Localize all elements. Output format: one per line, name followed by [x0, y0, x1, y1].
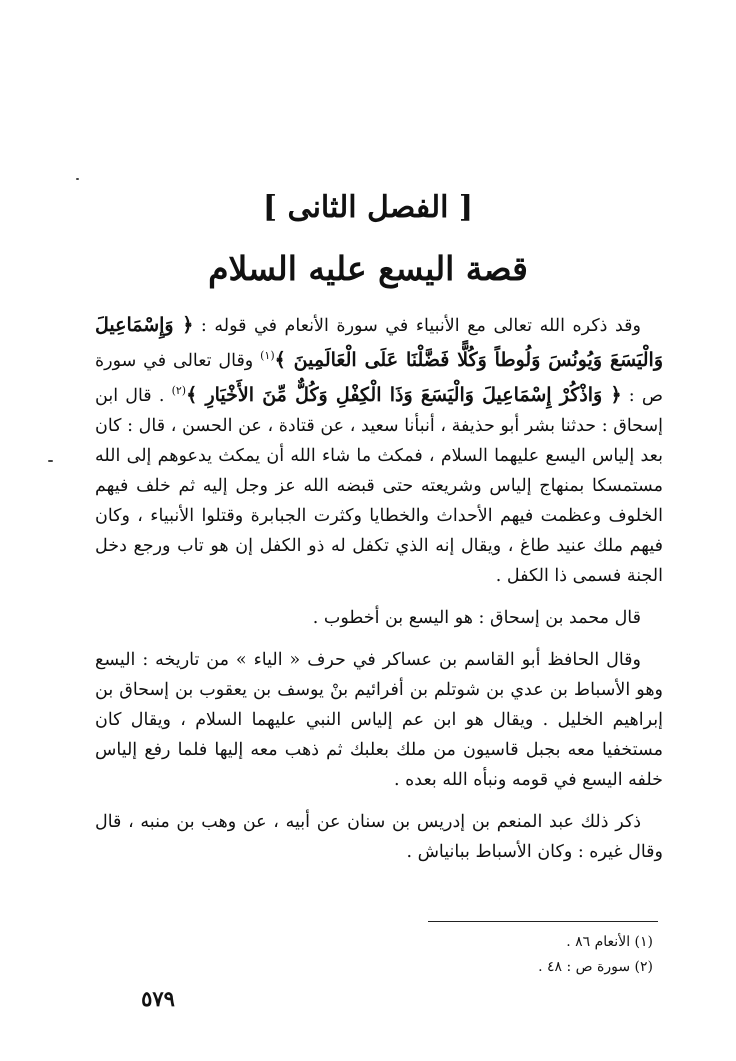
scan-speck	[76, 178, 79, 180]
quran-verse-anam: ﴿ وَإِسْمَاعِيلَ وَالْيَسَعَ وَيُونُسَ وَلُوطاً وَكُلًّا فَضَّلْنَا عَلَى الْعَالَمِينَ ﴾	[95, 314, 664, 371]
footnote-ref-2: (٢)	[171, 383, 187, 397]
footnote-divider	[428, 921, 658, 922]
footnote-2: (٢) سورة ص : ٤٨ .	[538, 959, 653, 975]
intro-middle-text: وقال تعالى في سورة ص :	[95, 350, 663, 406]
paragraph-ibn-ishaq: قال محمد بن إسحاق : هو اليسع بن أخطوب .	[312, 607, 641, 628]
footnote-ref-1: (١)	[260, 349, 275, 362]
paragraph-intro	[95, 310, 663, 591]
scan-speck	[48, 460, 53, 462]
intro-text: وقد ذكره الله تعالى مع الأنبياء في سورة الأنعام في قوله :	[193, 316, 641, 336]
footnote-1: (١) الأنعام ٨٦ .	[566, 934, 653, 950]
paragraph-ibn-asakir: وقال الحافظ أبو القاسم بن عساكر في حرف « الياء » من تاريخه : اليسع وهو الأسباط بن عدي بن شوتلم بن أفرائيم بنْ يوسف بن يعقوب بن إسحاق بن إبراهيم الخليل . ويقال هو ابن عم إلياس النبي عليهما السلام ، ويقال كان مستخفيا معه بجبل قاسيون من ملك بعلبك ثم ذهب معه إليها فلما رفع إلياس خلفه اليسع في قومه ونبأه الله بعده .	[95, 649, 663, 790]
chapter-label: [ الفصل الثانى ]	[262, 190, 474, 225]
page-title: قصة اليسع عليه السلام	[208, 249, 528, 288]
footnotes	[95, 930, 653, 980]
quran-verse-sad: ﴿ وَاذْكُرْ إِسْمَاعِيلَ وَالْيَسَعَ وَذَا الْكِفْلِ وَكُلٌّ مِّنَ الأَخْيَارِ ﴾	[186, 383, 622, 406]
page-number: ٥٧٩	[141, 986, 175, 1011]
narration-text: . قال ابن إسحاق : حدثنا بشر أبو حذيفة ، أنبأنا سعيد ، عن قتادة ، عن الحسن ، قال : كان بعد إلياس اليسع عليهما السلام ، فمكث ما شاء الله أن يمكث يدعوهم إلى الله مستمسكا بمنهاج إلياس وشريعته حتى قبضه الله عز وجل إليه ثم خلف فيهم الخلوف وعظمت فيهم الأحداث والخطايا وكثرت الجبابرة وقتلوا الأنبياء ، وكان فيهم ملك عنيد طاغ ، ويقال إنه الذي تكفل له ذو الكفل إن هو تاب ورجع دخل الجنة فسمى ذا الكفل .	[95, 385, 663, 586]
main-text	[95, 310, 663, 867]
paragraph-wahb: ذكر ذلك عبد المنعم بن إدريس بن سنان عن أبيه ، عن وهب بن منبه ، قال وقال غيره : وكان الأسباط ببانياش .	[95, 811, 663, 862]
